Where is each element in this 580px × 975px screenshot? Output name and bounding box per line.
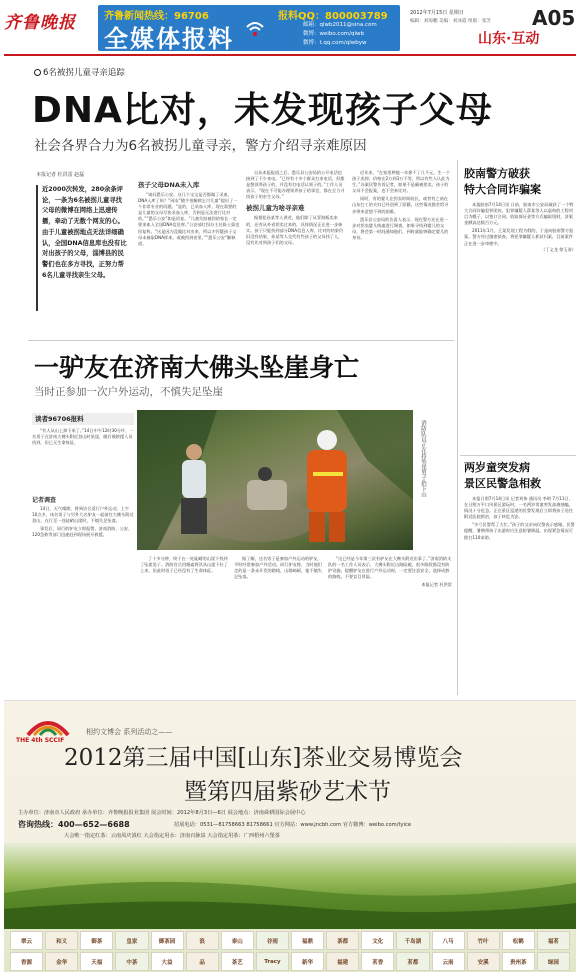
contact-email: 邮箱：qlwb2011@sina.com xyxy=(303,22,377,28)
sponsor-logo: 福茗 xyxy=(537,931,570,950)
story1-byline: 本报记者 杜洪雷 赵磊 xyxy=(36,172,85,178)
sponsor-logo: 福鼎 xyxy=(291,931,324,950)
story2-byline: 本报记者 杜洪雷 xyxy=(421,582,452,588)
story2-col1 xyxy=(32,496,134,538)
reader-tip-title: 读者96706报料 xyxy=(32,413,134,425)
sponsor-logo: 浪 xyxy=(186,931,219,950)
story1-col2-head: 孩子父母DNA未入库 xyxy=(138,181,200,189)
sidebar1-body xyxy=(464,202,576,253)
sponsor-logo: 茶艺 xyxy=(221,952,254,971)
story1-col4-text3: 愚乐县公安局的负责人表示，现在警方还在进一步对拐卖婴儿线索进行调查，如果寻找到婴儿的父母，将会第一时间通知他们，到时就能够确定婴儿的身份。 xyxy=(352,216,449,240)
tea-field-image xyxy=(4,843,576,929)
expo-hotline: 咨询热线：400—652—6688 xyxy=(18,820,130,829)
story2-col1-text2: 事发后，同行的驴友立即报警，济南消防、公安、120急救等部门迅速赶到现场展开救援。 xyxy=(32,526,133,538)
tip-call-text: 报料QQ：800003789 xyxy=(278,11,388,22)
story1-col4 xyxy=(352,170,452,241)
story2-photo xyxy=(137,410,413,550)
sidebar2-text2: “多亏民警帮了大忙。”孩子的父亲向民警表示感谢。民警提醒，暑期带孩子出游时应注意防暑降温，出现紧急情况可拨打110求助。 xyxy=(464,522,575,540)
story2-col2 xyxy=(140,556,228,574)
story1-col3-head: 被拐儿童为啥寻亲难 xyxy=(246,204,305,213)
sidebar2 xyxy=(464,460,576,541)
contact-tqq: 微博：t.qq.com/qlwbyw xyxy=(303,40,367,46)
sponsor-logo: 竹叶 xyxy=(467,931,500,950)
sponsor-logo: 绿园 xyxy=(537,952,570,971)
story1-col2 xyxy=(138,180,240,247)
sponsor-logo: 香源 xyxy=(10,952,43,971)
hotline-text: 齐鲁新闻热线：96706 xyxy=(104,11,209,22)
masthead xyxy=(0,0,580,58)
story1-col3 xyxy=(246,170,346,246)
sidebar1-text2: 2011年1月，王某发现工程为假的，于是向胶南警方报案。警方经过缜密侦查，将犯罪嫌疑人抓获归案，目前案件正在进一步审理中。 xyxy=(464,228,574,246)
sponsor-logo: 翠云 xyxy=(10,931,43,950)
sponsor-logo: 八马 xyxy=(432,931,465,950)
date-line: 2012年7月15日 星期日 xyxy=(410,10,464,16)
rescue-scene-illustration xyxy=(137,410,413,550)
story2-subhead: 当时正参加一次户外运动，不慎失足坠崖 xyxy=(34,386,223,398)
expo-advertisement xyxy=(4,700,576,972)
sponsor-logo: 御茶 xyxy=(80,931,113,950)
kicker-text: 6名被拐儿童寻亲追踪 xyxy=(43,68,125,78)
sponsor-logo: 云南 xyxy=(432,952,465,971)
story2-col1-head: 记者调查 xyxy=(32,497,57,504)
story2-col2-text: 了十多分钟，终于在一处陡峭的山崖下找到了坠崖男子。消防官兵用绳索将其从山崖下拉了上来，但此时男子已经没有了生命体征。 xyxy=(140,556,228,574)
sidebar-divider xyxy=(457,160,458,695)
reader-tip-text: “有人从山上掉下来了。”14日中午12时30分许，一名男子在济南大佛头附近登山时坠崖，随后被救援人员找到，但已无生命体征。 xyxy=(32,428,134,446)
banner-title: 全媒体报料 xyxy=(104,25,234,51)
sponsor-logo: Tracy xyxy=(256,952,289,971)
story2-col1-text: 14日，天气晴朗，将到访合适行户外运动。上午10点多，该名男子与另外几名驴友一起前往大佛头附近登山，在行至一处陡峭山崖时，不慎失足坠落。 xyxy=(32,506,134,524)
expo-intro: 相约文博会 系列活动之—— xyxy=(86,728,173,736)
story2-col4-text: “这已经是今年第三次有驴友在大佛头附近出事了。”济南消防支队的一名工作人员表示，大佛头附近山路险峻，很多路段都没有防护设施，提醒驴友在进行户外运动时，一定要注意安全，选择成熟的路线，不要盲目冒险。 xyxy=(328,556,452,580)
sponsor-logo: 品 xyxy=(186,952,219,971)
sidebar2-body xyxy=(464,496,576,541)
expo-info-3: 大会唯一指定红茶：云南凤庆滇红 大会指定用水：济南百脉泉 大会指定用茶：广西梧州六堡茶 xyxy=(64,833,280,839)
sponsor-logo: 文化 xyxy=(361,931,394,950)
story2-photo-caption: 消防队员正在将坠崖男子抬下山 xyxy=(420,420,426,497)
story1-lede-box xyxy=(36,185,128,311)
sponsor-logo: 茗都 xyxy=(396,952,429,971)
sidebar1-reporter: （丁义龙 徐玉涛） xyxy=(541,246,576,252)
story2-col3-text: 据了解，这名男子是参加户外运动的驴友，平时经常参加户外活动。同行驴友称，当时他们走的是一条未开发的路线，山路崎岖，他不慎失足坠落。 xyxy=(234,556,322,580)
story1-subhead: 社会各界合力为6名被拐儿童寻亲，警方介绍寻亲难原因 xyxy=(34,138,367,154)
story2-headline: 一驴友在济南大佛头坠崖身亡 xyxy=(34,353,360,382)
sponsor-logo: 中茶 xyxy=(115,952,148,971)
masthead-rule xyxy=(4,54,576,56)
newspaper-logo: 齐鲁晚报 xyxy=(4,13,76,33)
story1-headline: DNA比对，未发现孩子父母 xyxy=(32,90,493,131)
kicker-bullet-icon xyxy=(34,69,41,76)
sidebar2-title2: 景区民警急相救 xyxy=(464,477,541,490)
contact-list xyxy=(303,21,377,48)
story2-col3 xyxy=(234,556,322,580)
story1-col4-text2: 同时，有的婴儿在拐卖时间较长，或者有之前在山东打工的夫妇已经回到了原籍，这些情况都会给寻亲带来意想不到的困难。 xyxy=(352,196,449,214)
kicker xyxy=(34,66,125,78)
sidebar1-text: 本报胶南7月14日讯 日前，胶南市公安局破获了一个特大合同诈骗犯罪团伙。犯罪嫌疑人薛某等人以虚构的工程项目为幌子，以签订合同、收取保证金等方式骗取钱财，涉案金额高达数百万元。 xyxy=(464,202,574,226)
sponsor-logo: 泰山 xyxy=(221,931,254,950)
story1-col4-text: 近年来，“在家里种地一年挣不了几千元，生一个孩子卖掉，价格在2万到3万不等，所以有些人认此为生。”办案民警告诉记者，如果不是确被拐卖，孩子的父母不会报案，也不会来比对。 xyxy=(352,170,451,194)
page-number: A05 xyxy=(532,6,576,30)
sponsor-logo: 大益 xyxy=(151,952,184,971)
sponsor-logo: 安溪 xyxy=(467,952,500,971)
sidebar2-text: 本报日照7月14日讯 记者刘伟 通讯员 李明 7月11日，在日照万平口风景区游玩时，一名两岁男童突发高烧抽搐，情况十分危急。正在景区巡逻的民警发现后立即将孩子送往附近医院救治，孩子转危为安。 xyxy=(464,496,573,520)
sponsor-logo-grid xyxy=(10,931,570,971)
sponsor-logo: 千岛湖 xyxy=(396,931,429,950)
story1-col2-text: “请问愚乐公安，这几个宝宝是否都做了采血，DNA入库了吗？”网友“随手拍解救乞讨儿童”提出了一个非常专业的问题。“是的，已采血入库，现在需要的是儿童的父母尽快采血入库，否则是无法进行比对的。”“愚乐公安”如是回复。“儿童失踪被拐的家长一定要来血入全国DNA信息库。”公安部打拐办主任陈士渠也回复称，“这是因为没做比对出来，所以才怀疑孩子父母未被取DNA样本，或被拐到省里。”“愚乐公安”解释道。 xyxy=(138,192,240,246)
sponsor-logo: 新华 xyxy=(291,952,324,971)
sidebar-rule xyxy=(460,455,576,456)
sponsor-logo: 茶都 xyxy=(326,931,359,950)
story-divider xyxy=(28,340,454,341)
sponsor-logo: 贵州茶 xyxy=(502,952,535,971)
sponsor-logo: 天福 xyxy=(80,952,113,971)
sidebar1-title1: 胶南警方破获 xyxy=(464,167,530,180)
sponsor-logo: 谷雨 xyxy=(256,931,289,950)
sponsor-logo: 御茶园 xyxy=(151,931,184,950)
wifi-icon xyxy=(244,19,266,41)
story1-col3-text2: 据据犯孙某等人供述，他们除了从青海贩卖来的，还有从外省拐卖过来的，具体情况正在进一步核实。孩子只能找到部分DNA信息入库，比对的结果仍旧没有结果，孙某等人交代有些孩子的父母找了人，没有比对到孩子们的父母。 xyxy=(246,215,344,245)
sponsor-logo: 皇家 xyxy=(115,931,148,950)
story2-col4 xyxy=(328,556,452,588)
section-name: 山东·互动 xyxy=(478,31,540,47)
story1-col3-text: 自从本报报道之后，愚乐县公安局的公开电话也接到了不少来电。“已经有十多个群众打来电话，但都是想领养孩子的，并没有打电话认领子的。”工作人员表示，“现在不可能办理领养孩子的事宜，都在全力寻找孩子的亲生父母。” xyxy=(246,170,345,200)
expo-logo-text: THE 4th SCCIF xyxy=(16,737,65,744)
sponsor-logo: 松鹤 xyxy=(502,931,535,950)
sponsor-logo: 和义 xyxy=(45,931,78,950)
sidebar2-title1: 两岁童突发病 xyxy=(464,461,530,474)
expo-info-2: 招展电话：0531—81758663 81758661 官方网站：www.jncbh.com 官方微博：weibo.com/tyice xyxy=(174,822,412,828)
sponsor-logo: 福建 xyxy=(326,952,359,971)
contact-weibo: 微博：weibo.com/qlwb xyxy=(303,31,365,37)
story1-lede: 近2000次转发，280余条评论，一条为6名被拐儿童寻找父母的微博在网络上迅速传播，牵动了无数个网友的心。由于儿童被拐地点无法详细确认，全国DNA信息库也没有比对出孩子的父母，淄博县的民警们也在多方寻找，正努力帮6名儿童寻找亲生父母。 xyxy=(42,186,127,279)
staff-line: 编辑：刘海鹏 美编：刘冰霞 组版：张芳 xyxy=(410,19,492,24)
sidebar1-title2: 特大合同诈骗案 xyxy=(464,183,541,196)
sidebar1 xyxy=(464,166,576,253)
sponsor-logo: 金华 xyxy=(45,952,78,971)
reader-tip-box xyxy=(32,413,134,493)
expo-title-2: 暨第四届紫砂艺术节 xyxy=(184,779,391,805)
hotline-banner xyxy=(98,5,400,51)
expo-title-1: 2012第三届中国[山东]茶业交易博览会 xyxy=(64,745,463,771)
sponsor-logo: 茗香 xyxy=(361,952,394,971)
expo-info-1: 主办单位：济南市人民政府 承办单位：齐鲁晚报报业集团 展会时间：2012年8月3日—6日 展会地点：济南舜耕国际会展中心 xyxy=(18,810,306,816)
